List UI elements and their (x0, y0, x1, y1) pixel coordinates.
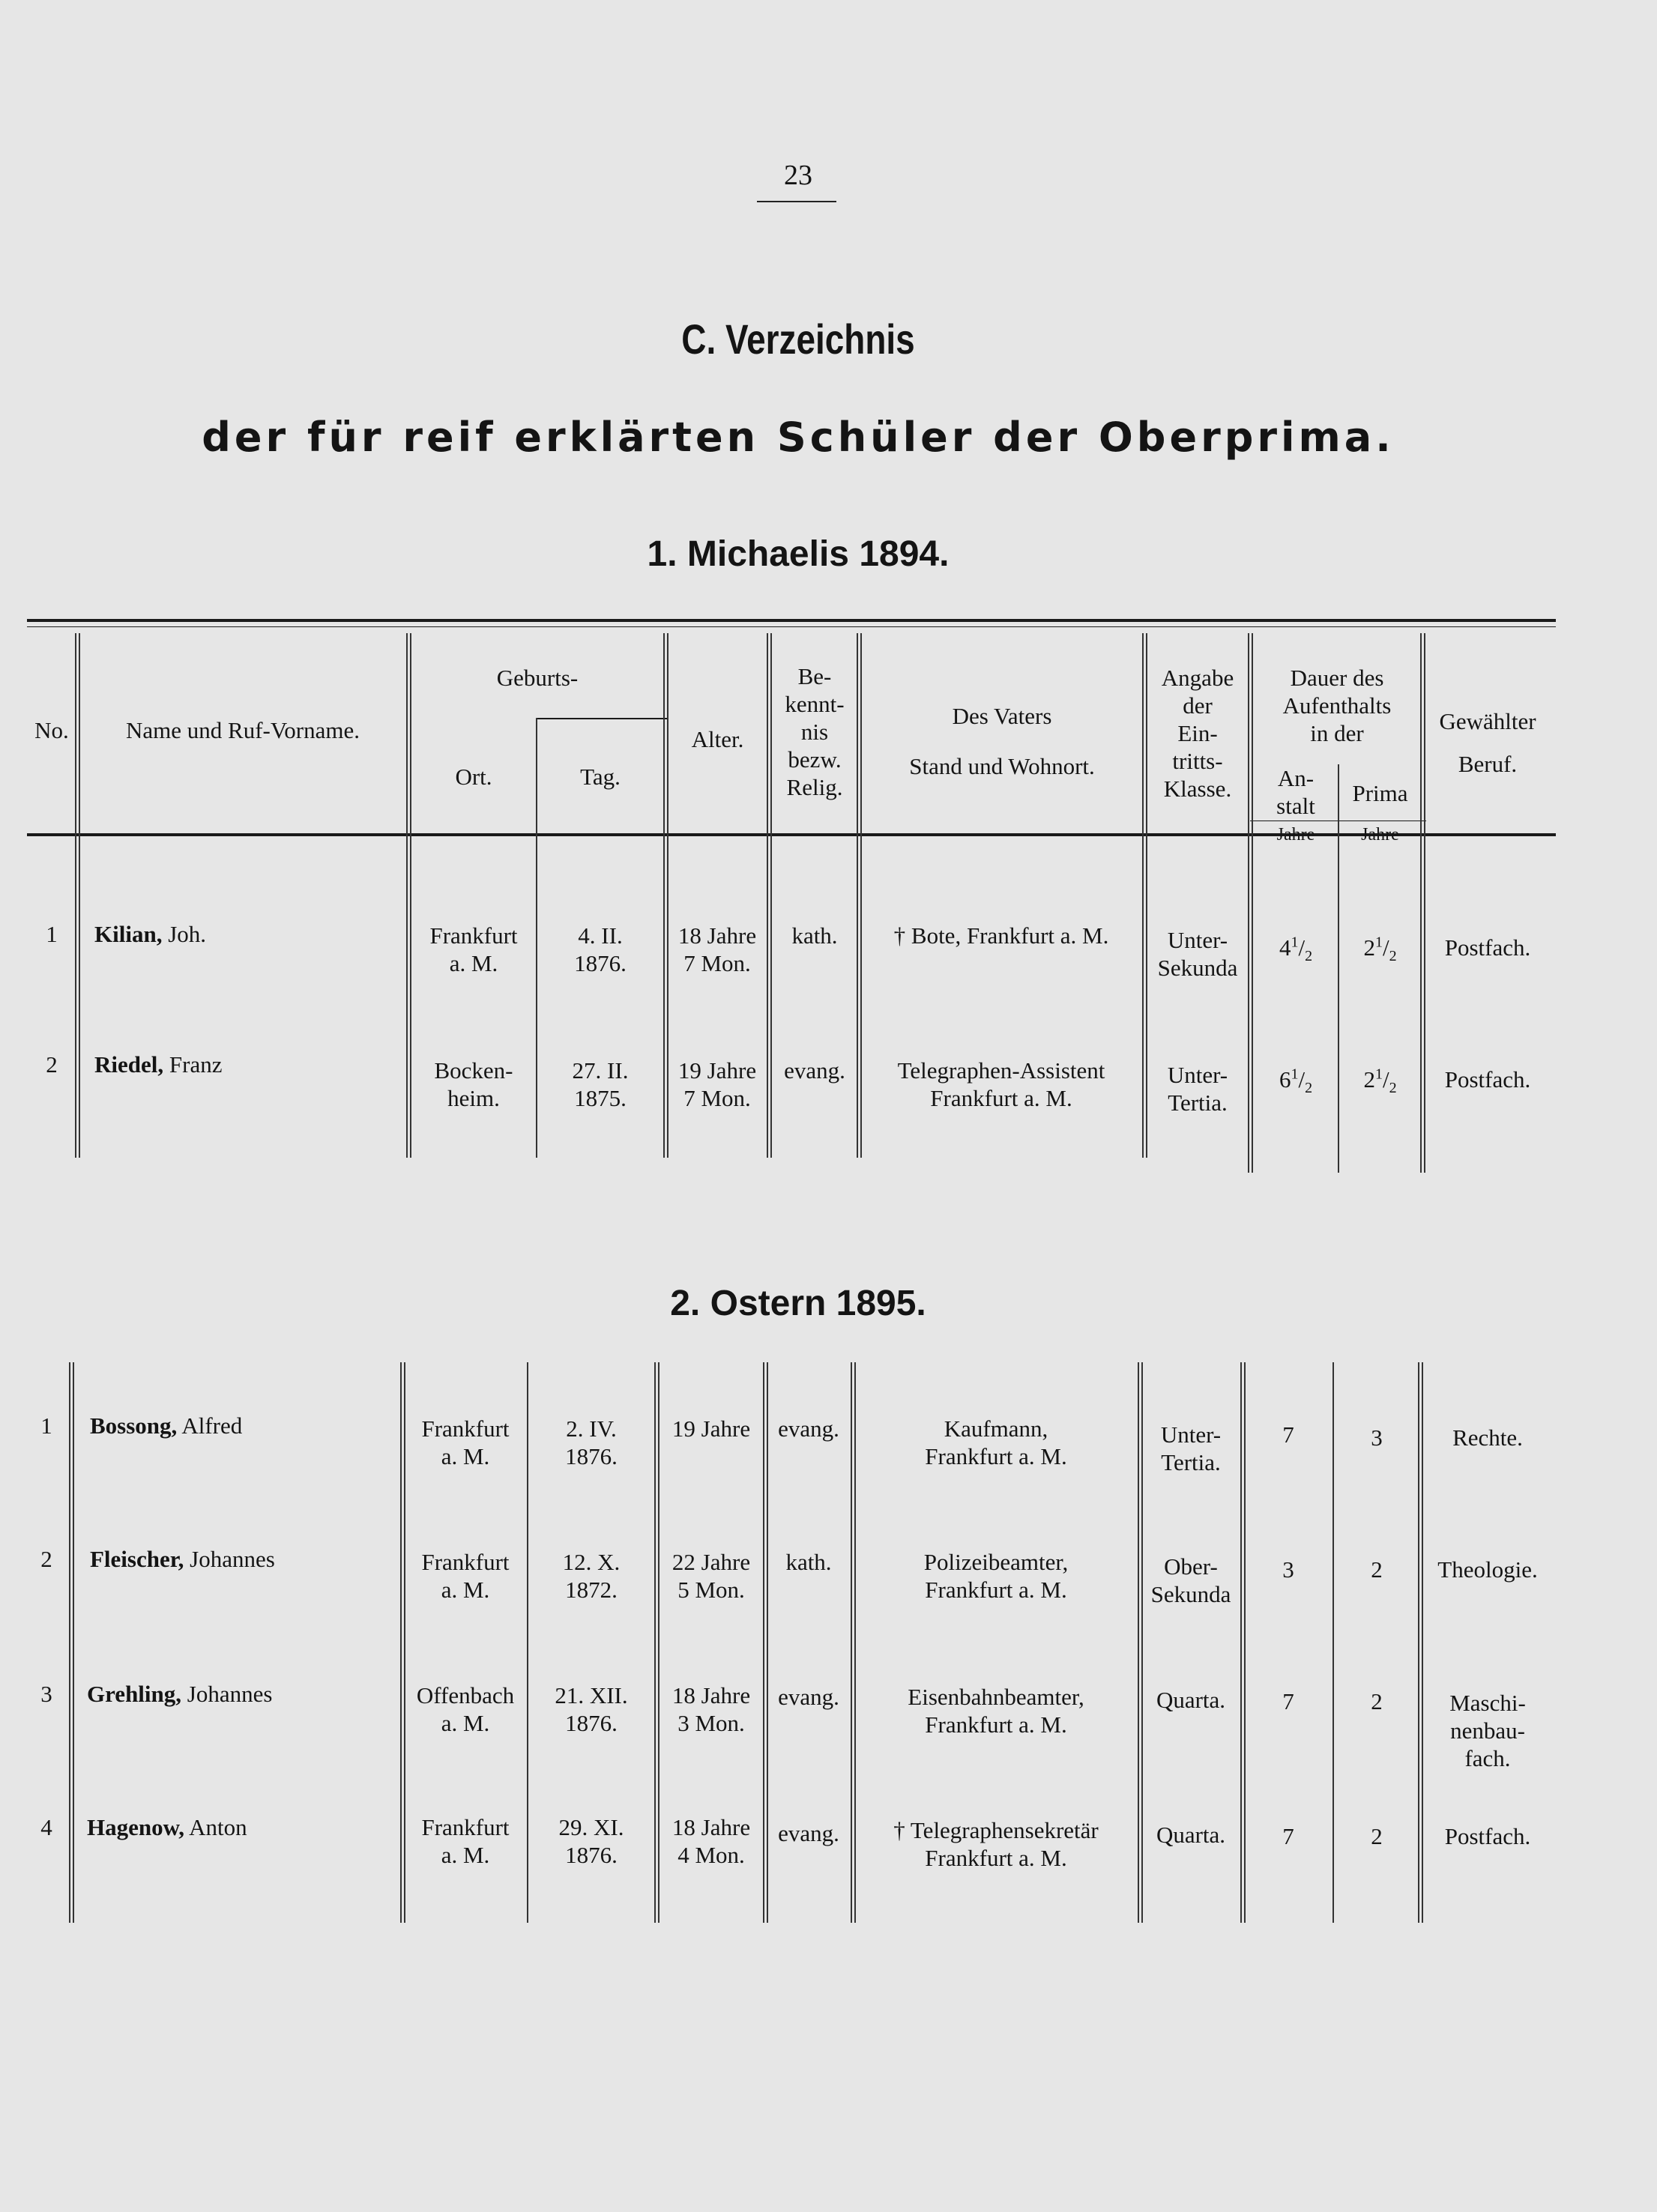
row-no: 1 (46, 921, 58, 947)
column-rule (654, 1362, 660, 1923)
row-religion: kath. (791, 922, 838, 949)
row-prima: $2^1/_2$ (1363, 1066, 1397, 1097)
row-beruf: Maschi- nenbau- fach. (1449, 1690, 1526, 1771)
column-rule (75, 633, 80, 1158)
row-alter: 19 Jahre (671, 1415, 751, 1442)
row-anstalt: 7 (1282, 1421, 1294, 1448)
page-subtitle: der für reif erklärten Schüler der Oberprima. (202, 414, 1395, 461)
column-rule (400, 1362, 405, 1923)
page-number: 23 (784, 160, 812, 191)
header-jahre-prima: Jahre (1361, 825, 1399, 844)
column-rule (767, 633, 772, 1158)
row-prima: 2 (1371, 1823, 1383, 1849)
column-rule (1332, 1362, 1334, 1923)
row-no: 4 (40, 1814, 52, 1840)
row-prima: 2 (1371, 1556, 1383, 1583)
row-eintritt: Unter- Tertia. (1167, 1062, 1228, 1116)
row-no: 3 (40, 1681, 52, 1707)
header-geburts: Geburts- (496, 665, 579, 691)
row-name: Riedel, Franz (94, 1051, 223, 1078)
row-vater: Polizeibeamter, Frankfurt a. M. (923, 1549, 1069, 1603)
row-no: 2 (46, 1051, 58, 1078)
header-jahre-anstalt: Jahre (1276, 825, 1315, 844)
row-beruf: Postfach. (1444, 1066, 1531, 1093)
row-anstalt: 3 (1282, 1556, 1294, 1583)
row-anstalt: $4^1/_2$ (1279, 934, 1313, 965)
row-prima: 2 (1371, 1688, 1383, 1714)
table-top-rule-thin (27, 626, 1556, 627)
row-religion: kath. (785, 1549, 832, 1575)
row-eintritt: Unter- Sekunda (1157, 927, 1238, 981)
row-tag: 29. XI. 1876. (558, 1814, 624, 1868)
row-ort: Frankfurt a. M. (429, 922, 518, 976)
column-rule (406, 633, 411, 1158)
row-tag: 12. X. 1872. (562, 1549, 621, 1603)
row-ort: Offenbach a. M. (416, 1682, 515, 1736)
row-alter: 19 Jahre 7 Mon. (677, 1057, 757, 1111)
row-religion: evang. (778, 1415, 839, 1442)
header-prima: Prima (1352, 780, 1408, 806)
column-rule (1142, 633, 1147, 1158)
header-eintritt: Angabe der Ein- tritts- Klasse. (1161, 665, 1234, 802)
row-religion: evang. (784, 1057, 845, 1084)
column-rule (1338, 764, 1339, 1173)
row-ort: Frankfurt a. M. (421, 1814, 510, 1868)
row-alter: 18 Jahre 7 Mon. (677, 922, 757, 976)
column-rule (851, 1362, 856, 1923)
header-name: Name und Ruf-Vorname. (126, 717, 360, 743)
section-heading-ostern: 2. Ostern 1895. (670, 1284, 926, 1323)
row-beruf: Postfach. (1444, 1823, 1531, 1849)
header-beruf: Gewählter Beruf. (1439, 708, 1536, 777)
page-title: C. Verzeichnis (681, 315, 915, 363)
row-religion: evang. (778, 1820, 839, 1846)
row-no: 2 (40, 1546, 52, 1572)
row-ort: Bocken- heim. (434, 1057, 513, 1111)
column-rule (1418, 1362, 1423, 1923)
header-tag: Tag. (580, 764, 621, 790)
column-rule (536, 718, 537, 1158)
row-eintritt: Ober- Sekunda (1150, 1553, 1231, 1607)
row-vater: † Telegraphensekretär Frankfurt a. M. (893, 1817, 1099, 1871)
row-no: 1 (40, 1412, 52, 1439)
row-alter: 18 Jahre 4 Mon. (671, 1814, 751, 1868)
column-rule (1248, 633, 1253, 1173)
header-ort: Ort. (455, 764, 492, 790)
header-bekenntnis: Be- kennt- nis bezw. Relig. (785, 663, 845, 800)
row-tag: 27. II. 1875. (572, 1057, 629, 1111)
row-vater: Kaufmann, Frankfurt a. M. (925, 1415, 1067, 1469)
column-rule (1240, 1362, 1246, 1923)
row-tag: 21. XII. 1876. (555, 1682, 628, 1736)
row-beruf: Postfach. (1444, 934, 1531, 961)
row-name: Hagenow, Anton (87, 1814, 247, 1840)
column-rule (1420, 633, 1425, 1173)
row-beruf: Theologie. (1437, 1556, 1538, 1583)
row-ort: Frankfurt a. M. (421, 1415, 510, 1469)
page-number-rule (757, 201, 836, 202)
row-religion: evang. (778, 1684, 839, 1710)
row-alter: 22 Jahre 5 Mon. (671, 1549, 751, 1603)
row-tag: 2. IV. 1876. (565, 1415, 618, 1469)
row-vater: † Bote, Frankfurt a. M. (893, 922, 1109, 949)
row-anstalt: 7 (1282, 1688, 1294, 1714)
row-beruf: Rechte. (1452, 1424, 1523, 1451)
header-vater: Des Vaters Stand und Wohnort. (909, 703, 1095, 779)
header-dauer: Dauer des Aufenthalts in der (1282, 665, 1392, 746)
row-prima: 3 (1371, 1424, 1383, 1451)
row-alter: 18 Jahre 3 Mon. (671, 1682, 751, 1736)
header-alter: Alter. (691, 726, 744, 752)
column-rule (527, 1362, 528, 1923)
row-name: Grehling, Johannes (87, 1681, 273, 1707)
section-heading-michaelis: 1. Michaelis 1894. (647, 534, 950, 574)
row-vater: Telegraphen-Assistent Frankfurt a. M. (897, 1057, 1105, 1111)
row-name: Kilian, Joh. (94, 921, 207, 947)
row-name: Fleischer, Johannes (90, 1546, 275, 1572)
row-prima: $2^1/_2$ (1363, 934, 1397, 965)
row-anstalt: $6^1/_2$ (1279, 1066, 1313, 1097)
column-rule (857, 633, 862, 1158)
row-eintritt: Quarta. (1156, 1687, 1226, 1713)
row-tag: 4. II. 1876. (574, 922, 627, 976)
row-eintritt: Unter- Tertia. (1160, 1421, 1222, 1475)
row-ort: Frankfurt a. M. (421, 1549, 510, 1603)
row-vater: Eisenbahnbeamter, Frankfurt a. M. (908, 1684, 1084, 1738)
row-anstalt: 7 (1282, 1823, 1294, 1849)
header-anstalt: An- stalt (1276, 765, 1315, 819)
geburts-subrule (536, 718, 667, 719)
row-eintritt: Quarta. (1156, 1822, 1226, 1848)
table-top-rule (27, 619, 1556, 622)
row-name: Bossong, Alfred (90, 1412, 243, 1439)
header-no: No. (34, 717, 69, 743)
